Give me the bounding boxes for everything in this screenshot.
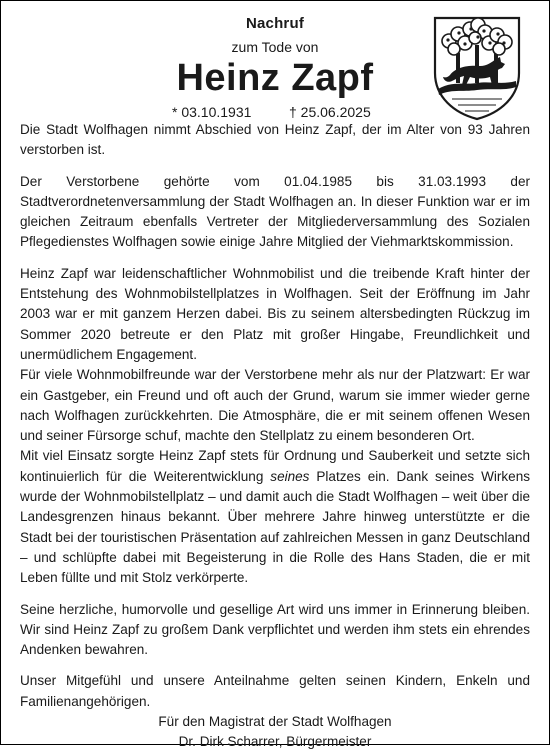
paragraph-engagement-part2: Platzes ein. Dank seines Wirkens wurde der Wohnmobilstellplatz – und damit auch die Stadt Wolfhagen – weit über die Landesgrenzen hinaus bekannt. Über mehrere Jahre hinweg unterstützte er die Stadt bei der touristischen Präsentation auf zahlreichen Messen in ganz Deutschland – und schlüpfte dabei mit Begeisterung in die Rolle des Hans Staden, die er mit Leben füllte und mit Stolz verkörperte. — [20, 468, 531, 586]
coat-of-arms-icon — [432, 15, 522, 122]
birth-date: * 03.10.1931 — [172, 104, 252, 120]
signature-line-magistrat: Für den Magistrat der Stadt Wolfhagen — [158, 714, 392, 730]
paragraph-memory: Seine herzliche, humorvolle und gesellige Art wird uns immer in Erinnerung bleiben. Wir sind Heinz Zapf zu großem Dank verpflichtet und werden ihm stets ein ehrendes Andenken bewahren. — [20, 601, 530, 658]
paragraph-condolence: Unser Mitgefühl und unsere Anteilnahme gelten seinen Kindern, Enkeln und Familienangehörigen. — [20, 673, 530, 709]
paragraph-intro: Die Stadt Wolfhagen nimmt Abschied von Heinz Zapf, der im Alter von 93 Jahren verstorben ist. — [20, 122, 530, 158]
notice-subkicker: zum Tode von — [231, 39, 319, 55]
deceased-name: Heinz Zapf — [176, 57, 374, 99]
paragraph-council: Der Verstorbene gehörte vom 01.04.1985 bis 31.03.1993 der Stadtverordnetenversammlung der Stadt Wolfhagen an. In dieser Funktion war er im gleichen Zeitraum ebenfalls Vertreter der Mitgliederversammlung des Sozialen Pflegedienstes Wolfhagen sowie einige Jahre Mitglied der Viehmarktskommission. — [20, 173, 530, 250]
notice-header — [0, 0, 550, 120]
death-date: † 25.06.2025 — [289, 104, 371, 120]
paragraph-engagement — [20, 446, 530, 588]
paragraph-wohnmobil: Heinz Zapf war leidenschaftlicher Wohnmobilist und die treibende Kraft hinter der Entstehung des Wohnmobilstellplatzes in Wolfhagen. Seit der Eröffnung im Jahr 2003 war er mit ganzem Herzen dabei. Bis zu seinem altersbedingten Rückzug im Sommer 2020 betreute er den Platz mit großer Hingabe, Freundlichkeit und unermüdlichem Engagement. — [20, 265, 530, 362]
notice-kicker: Nachruf — [245, 15, 305, 32]
paragraph-engagement-part1: Mit viel Einsatz sorgte Heinz Zapf stets für Ordnung und Sauberkeit und setzte sich kontinuierlich für die Weiterentwicklung — [20, 448, 530, 484]
notice-body — [20, 120, 530, 753]
paragraph-engagement-emphasis: seines — [270, 468, 310, 484]
signature-line-mayor: Dr. Dirk Scharrer, Bürgermeister — [178, 734, 372, 750]
paragraph-platzwart: Für viele Wohnmobilfreunde war der Verstorbene mehr als nur der Platzwart: Er war ein Gastgeber, ein Freund und oft auch der Grund, warum sie immer wieder gerne nach Wolfhagen zurückkehrten. Die Atmosphäre, die er mit seinem offenen Wesen und seiner Fürsorge schuf, machte den Stellplatz zu einem besonderen Ort. — [20, 367, 530, 444]
